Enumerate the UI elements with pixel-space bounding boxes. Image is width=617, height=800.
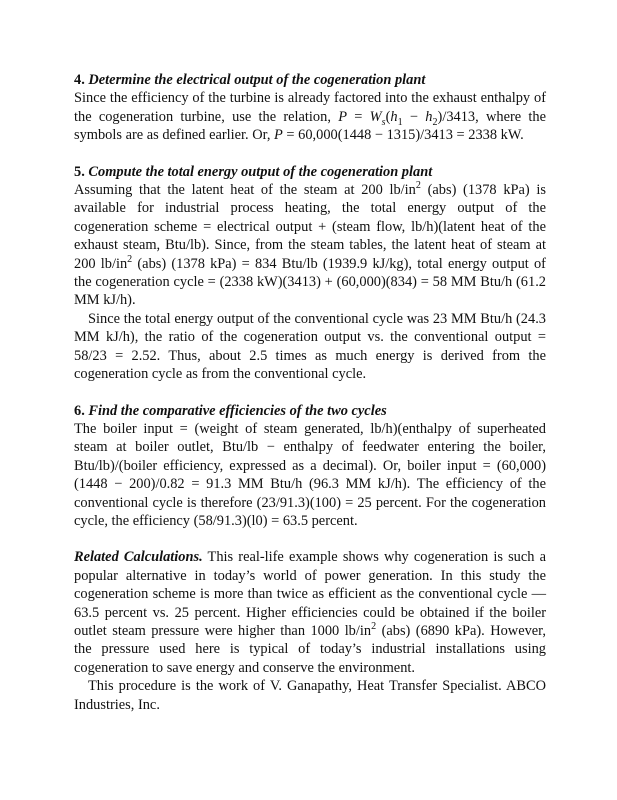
- text-run: (abs) (1378 kPa) is available for industrial process heating, the total energy output of the cogeneration scheme = electrical output + (steam flow, lb/h)(latent heat of the exhaust steam, Btu/lb). Since, from the steam tables, the latent heat of steam at 200 lb/in: [74, 182, 546, 272]
- section-4-number: 4.: [74, 72, 85, 88]
- text-run: Since the efficiency of the turbine is already factored into the exhaust enthalpy of the cogeneration turbine, use the relation,: [74, 90, 546, 125]
- section-5-heading: [74, 163, 546, 181]
- section-4-paragraph: [74, 89, 546, 144]
- section-6-title: Find the comparative efficiencies of the two cycles: [88, 402, 387, 419]
- subscript-2: 2: [432, 116, 438, 128]
- section-5: [74, 163, 546, 384]
- text-run: where the symbols are as defined earlier. Or,: [74, 108, 546, 144]
- text-run: −: [402, 108, 426, 125]
- text-run: )/3413,: [437, 108, 479, 125]
- section-6: [74, 402, 546, 531]
- related-paragraph-2: This procedure is the work of V. Ganapathy, Heat Transfer Specialist. ABCO Industries, Inc.: [74, 678, 546, 713]
- text-run: =: [346, 108, 370, 125]
- document-page: [74, 71, 546, 732]
- related-label: Related Calculations.: [74, 549, 203, 566]
- text-run: Assuming that the latent heat of the steam at 200 lb/in: [74, 182, 416, 199]
- symbol-h: h: [390, 108, 398, 125]
- section-5-paragraph-2: Since the total energy output of the conventional cycle was 23 MM Btu/h (24.3 MM kJ/h), the ratio of the cogeneration output vs. the conventional output = 58/23 = 2.52. Thus, about 2.5 times as much energy is derived from the cogeneration cycle as from the conventional cycle.: [74, 310, 546, 383]
- symbol-p: P: [338, 108, 347, 125]
- superscript-2: 2: [415, 180, 421, 192]
- symbol-w: W: [369, 108, 382, 125]
- related-paragraph-1: [74, 548, 546, 677]
- symbol-h: h: [425, 108, 433, 125]
- section-5-number: 5.: [74, 163, 85, 180]
- subscript-1: 1: [397, 116, 403, 128]
- symbol-p: P: [274, 127, 283, 144]
- text-run: (: [385, 108, 391, 125]
- section-4-title: Determine the electrical output of the cogeneration plant: [88, 72, 426, 88]
- superscript-2: 2: [127, 253, 133, 265]
- related-calculations: [74, 548, 546, 714]
- text-run: = 60,000(1448 − 1315)/3413 = 2338 kW.: [282, 127, 524, 144]
- section-6-number: 6.: [74, 402, 85, 419]
- section-6-heading: [74, 402, 546, 420]
- section-6-paragraph: The boiler input = (weight of steam generated, lb/h)(enthalpy of superheated steam at boiler outlet, Btu/lb − enthalpy of feedwater entering the boiler, Btu/lb)/(boiler efficiency, expressed as a decimal). Or, boiler input = (60,000)(1448 − 200)/0.82 = 91.3 MM Btu/h (96.3 MM kJ/h). The efficiency of the conventional cycle is therefore (23/91.3)(100) = 25 percent. For the cogeneration cycle, the efficiency (58/91.3)(l0) = 63.5 percent.: [74, 420, 546, 529]
- text-run: (abs) (6890 kPa). However, the pressure used here is typical of today’s industrial installations using cogeneration to save energy and conserve the environment.: [74, 622, 546, 676]
- text-run: (abs) (1378 kPa) = 834 Btu/lb (1939.9 kJ/kg), total energy output of the cogeneration cycle = (2338 kW)(3413) + (60,000)(834) = 58 MM Btu/h (61.2 MM kJ/h).: [74, 255, 546, 309]
- section-4-heading: [74, 71, 546, 89]
- subscript-s: s: [381, 116, 386, 128]
- text-run: This real-life example shows why cogeneration is such a popular alternative in today’s world of power generation. In this study the cogeneration scheme is more than twice as efficient as the conventional cycle —63.5 percent vs. 25 percent. Higher efficiencies could be obtained if the boiler outlet steam pressure were higher than 1000 lb/in: [74, 549, 546, 639]
- section-5-paragraph-1: [74, 181, 546, 310]
- superscript-2: 2: [371, 621, 377, 633]
- section-5-title: Compute the total energy output of the cogeneration plant: [88, 163, 433, 180]
- section-4: [74, 71, 546, 145]
